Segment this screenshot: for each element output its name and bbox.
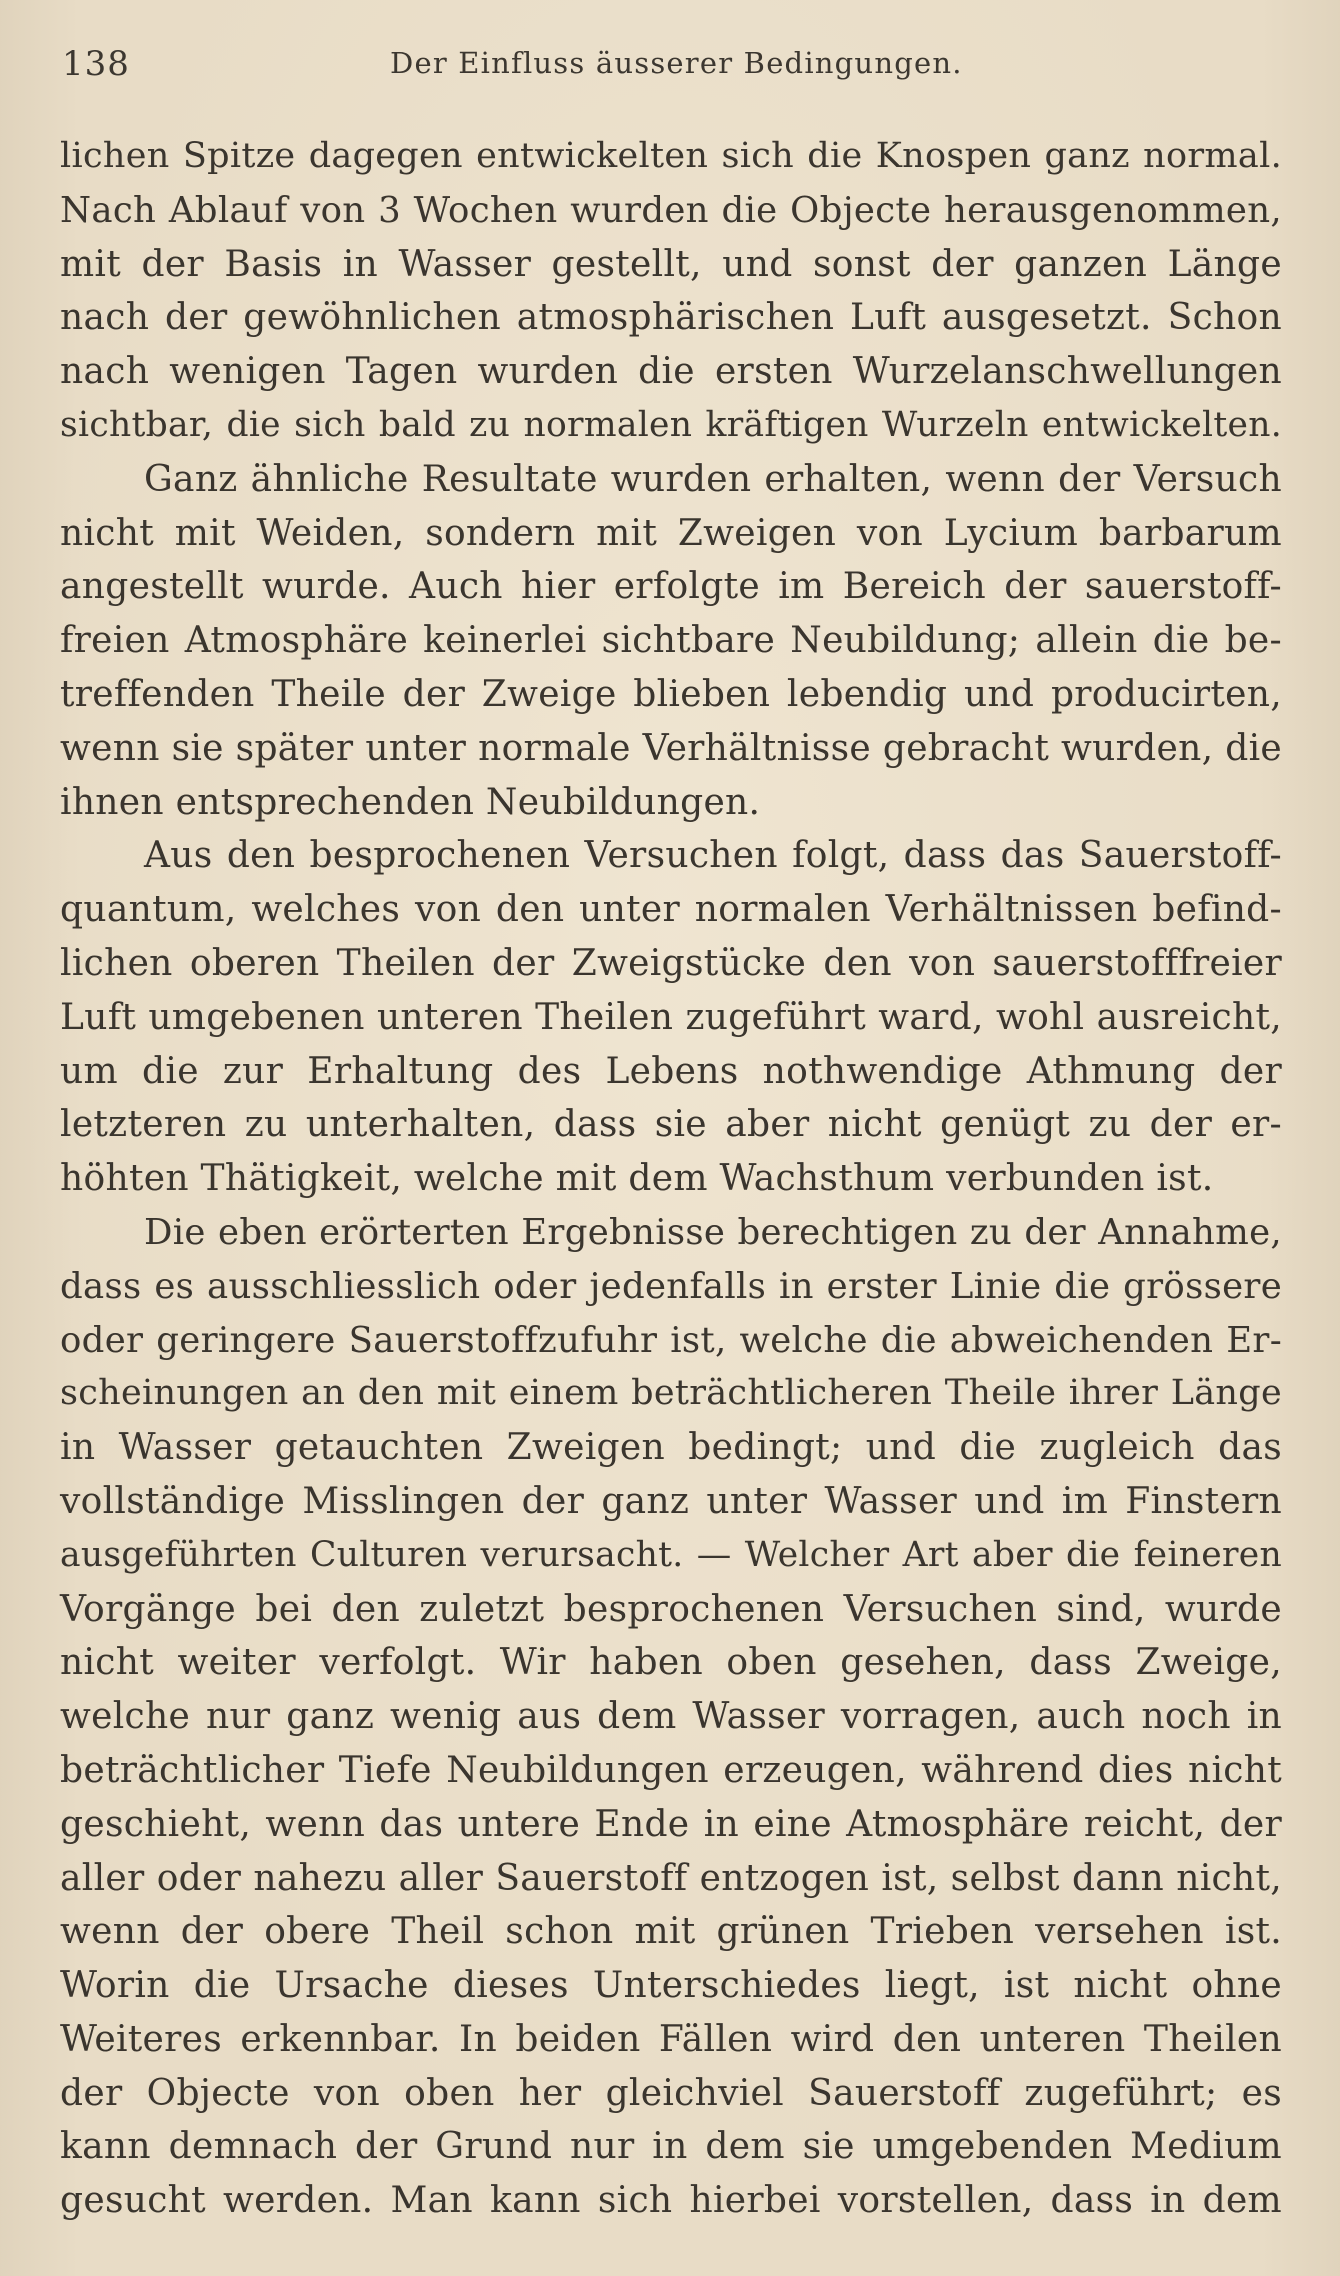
- text-line: scheinungen an den mit einem beträchtlicheren Theile ihrer Länge: [60, 1373, 1282, 1414]
- text-line: kann demnach der Grund nur in dem sie umgebenden Medium: [60, 2126, 1282, 2168]
- text-line: quantum, welches von den unter normalen Verhältnissen befind-: [60, 889, 1282, 931]
- text-line: wenn der obere Theil schon mit grünen Trieben versehen ist.: [60, 1911, 1282, 1953]
- text-line: um die zur Erhaltung des Lebens nothwendige Athmung der: [60, 1050, 1282, 1092]
- text-line: der Objecte von oben her gleichviel Sauerstoff zugeführt; es: [60, 2072, 1282, 2114]
- text-line: mit der Basis in Wasser gestellt, und sonst der ganzen Länge: [60, 243, 1282, 285]
- text-line: freien Atmosphäre keinerlei sichtbare Neubildung; allein die be-: [60, 620, 1282, 662]
- text-line: Vorgänge bei den zuletzt besprochenen Versuchen sind, wurde: [60, 1588, 1282, 1630]
- text-line: nicht weiter verfolgt. Wir haben oben gesehen, dass Zweige,: [60, 1642, 1282, 1684]
- text-line: geschieht, wenn das untere Ende in eine Atmosphäre reicht, der: [60, 1803, 1282, 1845]
- text-line: lichen Spitze dagegen entwickelten sich die Knospen ganz normal.: [60, 136, 1282, 176]
- text-line: lichen oberen Theilen der Zweigstücke den von sauerstofffreier: [60, 942, 1282, 984]
- text-line: gesucht werden. Man kann sich hierbei vorstellen, dass in dem: [60, 2180, 1282, 2222]
- text-line: dass es ausschliesslich oder jedenfalls in erster Linie die grössere: [60, 1265, 1282, 1307]
- page-header: [62, 44, 1278, 88]
- running-title: Der Einfluss äusserer Bedingungen.: [390, 46, 963, 80]
- text-line: nicht mit Weiden, sondern mit Zweigen von Lycium barbarum: [60, 512, 1282, 554]
- paragraph-start-line: Ganz ähnliche Resultate wurden erhalten, wenn der Versuch: [144, 458, 1282, 500]
- text-line: nach der gewöhnlichen atmosphärischen Luft ausgesetzt. Schon: [60, 297, 1282, 339]
- paragraph-start-line: Die eben erörterten Ergebnisse berechtigen zu der Annahme,: [144, 1211, 1282, 1253]
- text-line: vollständige Misslingen der ganz unter Wasser und im Finstern: [60, 1480, 1282, 1522]
- text-line: in Wasser getauchten Zweigen bedingt; und die zugleich das: [60, 1427, 1282, 1469]
- paragraph-start-line: Aus den besprochenen Versuchen folgt, dass das Sauerstoff-: [144, 835, 1282, 877]
- text-line: letzteren zu unterhalten, dass sie aber nicht genügt zu der er-: [60, 1104, 1282, 1146]
- text-line: nach wenigen Tagen wurden die ersten Wurzelanschwellungen: [60, 351, 1282, 393]
- text-line: wenn sie später unter normale Verhältnisse gebracht wurden, die: [60, 727, 1282, 769]
- text-line: treffenden Theile der Zweige blieben lebendig und producirten,: [60, 673, 1282, 715]
- paragraph-end-line: höhten Thätigkeit, welche mit dem Wachsthum verbunden ist.: [60, 1158, 1214, 1200]
- text-line: Nach Ablauf von 3 Wochen wurden die Objecte herausgenommen,: [60, 189, 1282, 231]
- text-line: Weiteres erkennbar. In beiden Fällen wird den unteren Theilen: [60, 2018, 1282, 2060]
- body-text: [60, 130, 1282, 2228]
- text-line: oder geringere Sauerstoffzufuhr ist, welche die abweichenden Er-: [60, 1319, 1282, 1361]
- text-line: Luft umgebenen unteren Theilen zugeführt ward, wohl ausreicht,: [60, 996, 1282, 1038]
- text-line: ausgeführten Culturen verursacht. — Welcher Art aber die feineren: [60, 1534, 1282, 1575]
- text-line: Worin die Ursache dieses Unterschiedes liegt, ist nicht ohne: [60, 1965, 1282, 2007]
- paragraph-end-line: ihnen entsprechenden Neubildungen.: [60, 781, 761, 823]
- text-line: aller oder nahezu aller Sauerstoff entzogen ist, selbst dann nicht,: [60, 1857, 1282, 1899]
- text-line: beträchtlicher Tiefe Neubildungen erzeugen, während dies nicht: [60, 1749, 1282, 1791]
- text-line: welche nur ganz wenig aus dem Wasser vorragen, auch noch in: [60, 1696, 1282, 1738]
- text-line: angestellt wurde. Auch hier erfolgte im Bereich der sauerstoff-: [60, 566, 1282, 608]
- page-number: 138: [62, 44, 130, 84]
- text-line: sichtbar, die sich bald zu normalen kräftigen Wurzeln entwickelten.: [60, 404, 1282, 445]
